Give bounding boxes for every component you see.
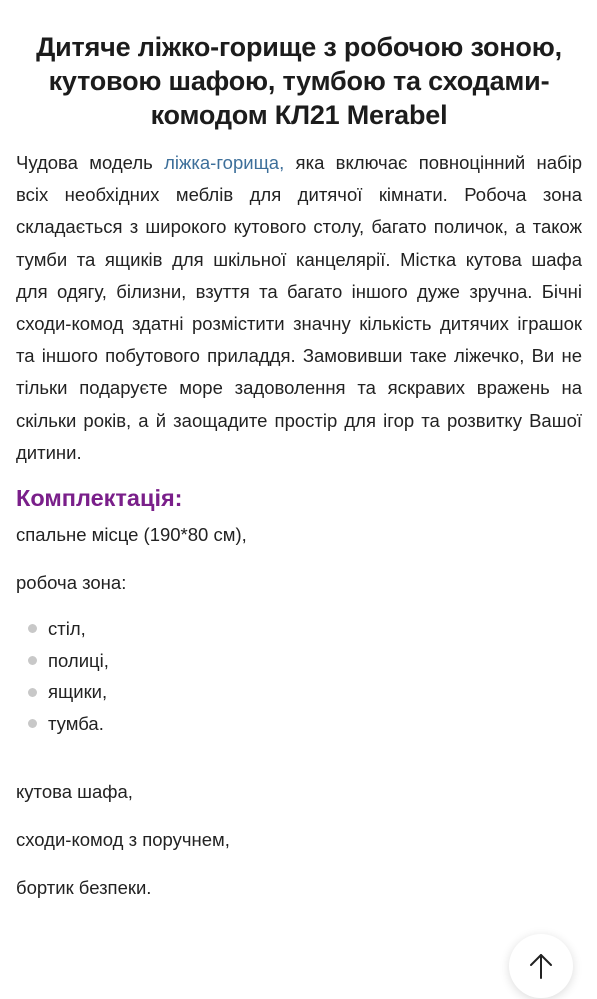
list-item [28,676,582,708]
bullet-icon [28,688,37,697]
kit-item-sleeping-place: спальне місце (190*80 см), [16,524,247,546]
description-text-start: Чудова модель [16,152,165,173]
kit-item-wardrobe: кутова шафа, [16,780,133,802]
loft-bed-link[interactable]: ліжка-горища, [164,152,285,173]
product-content [16,0,582,900]
kit-item-work-zone: робоча зона: [16,572,127,594]
list-item-label: стіл, [48,617,86,639]
list-item [28,613,582,645]
bullet-icon [28,624,37,633]
list-item-label: ящики, [48,681,108,703]
list-item-label: тумба. [48,712,104,734]
arrow-up-icon [529,952,553,980]
work-zone-list [16,613,582,740]
description-text-rest: яка включає повноцінний набір всіх необхідних меблів для дитячої кімнати. Робоча зона складається з широкого кутового столу, багато поличок, а також тумби та ящиків для шкільної канцелярії. Містка кутова шафа для одягу, білизни, взуття та багато іншого дуже зручна. Бічні сходи-комод здатні розмістити значну кількість дитячих іграшок та іншого побутового приладдя. Замовивши таке ліжечко, Ви не тільки подаруєте море задоволення та яскравих вражень на скільки років, а й заощадите простір для ігор та розвитку Вашої дитини. [16,152,582,463]
kit-item-safety-rail: бортик безпеки. [16,876,152,898]
list-item-label: полиці, [48,649,109,671]
list-item [28,645,582,677]
page-title: Дитяче ліжко-горище з робочою зоною, кутовою шафою, тумбою та сходами-комодом КЛ21 Merabel [36,32,562,130]
product-description [16,147,582,469]
bullet-icon [28,719,37,728]
kit-heading: Комплектація: [16,485,183,512]
kit-item-stairs: сходи-комод з поручнем, [16,828,230,850]
list-item [28,708,582,740]
scroll-to-top-button[interactable] [509,934,573,998]
bullet-icon [28,656,37,665]
